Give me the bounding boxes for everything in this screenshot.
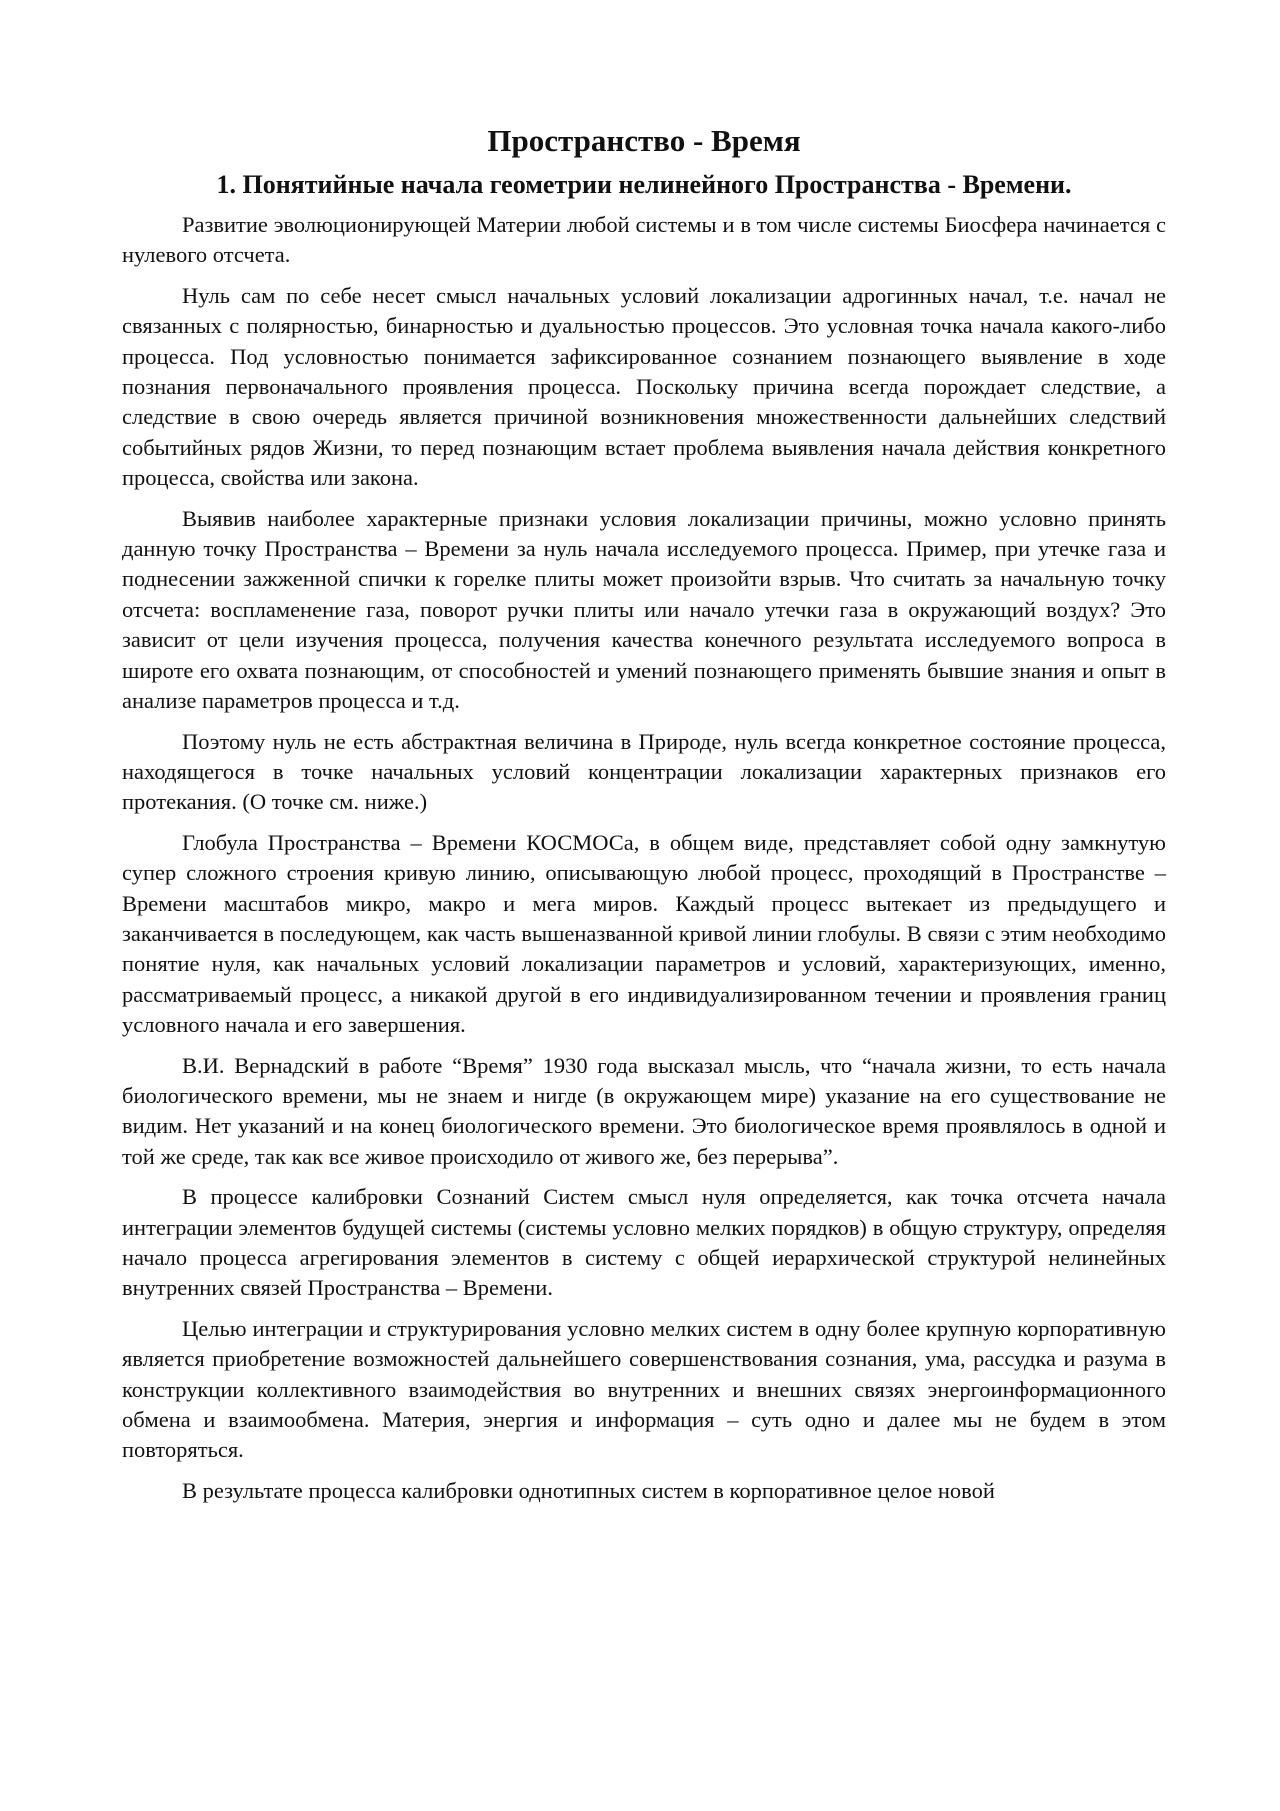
paragraph-7: В процессе калибровки Сознаний Систем смысл нуля определяется, как точка отсчета начала интеграции элементов будущей системы (системы условно мелких порядков) в общую структуру, определяя начало процесса агрегирования элементов в систему с общей иерархической структурой нелинейных внутренних связей Пространства – Времени. (122, 1184, 1166, 1301)
paragraph-1: Развитие эволюционирующей Материи любой системы и в том числе системы Биосфера начинается с нулевого отсчета. (122, 212, 1166, 268)
document-title: Пространство - Время (487, 123, 801, 158)
paragraph-3: Выявив наиболее характерные признаки условия локализации причины, можно условно принять данную точку Пространства – Времени за нуль начала исследуемого процесса. Пример, при утечке газа и поднесении зажженной спички к горелке плиты может произойти взрыв. Что считать за начальную точку отсчета: воспламенение газа, поворот ручки плиты или начало утечки газа в окружающий воздух? Это зависит от цели изучения процесса, получения качества конечного результата исследуемого вопроса в широте его охвата познающим, от способностей и умений познающего применять бывшие знания и опыт в анализе параметров процесса и т.д. (122, 505, 1166, 714)
paragraph-2: Нуль сам по себе несет смысл начальных условий локализации адрогинных начал, т.е. начал не связанных с полярностью, бинарностью и дуальностью процессов. Это условная точка начала какого-либо процесса. Под условностью понимается зафиксированное сознанием познающего выявление в ходе познания первоначального проявления процесса. Поскольку причина всегда порождает следствие, а следствие в свою очередь является причиной возникновения множественности дальнейших следствий событийных рядов Жизни, то перед познающим встает проблема выявления начала действия конкретного процесса, свойства или закона. (122, 282, 1166, 491)
section-title: 1. Понятийные начала геометрии нелинейного Пространства - Времени. (216, 170, 1072, 199)
paragraph-5: Глобула Пространства – Времени КОСМОСа, в общем виде, представляет собой одну замкнутую супер сложного строения кривую линию, описывающую любой процесс, проходящий в Пространстве – Времени масштабов микро, макро и мега миров. Каждый процесс вытекает из предыдущего и заканчивается в последующем, как часть вышеназванной кривой линии глобулы. В связи с этим необходимо понятие нуля, как начальных условий локализации параметров и условий, характеризующих, именно, рассматриваемый процесс, а никакой другой в его индивидуализированном течении и проявления границ условного начала и его завершения. (122, 829, 1166, 1038)
document-page (122, 122, 1166, 1516)
paragraph-9: В результате процесса калибровки однотипных систем в корпоративное целое новой (182, 1477, 995, 1503)
paragraph-4: Поэтому нуль не есть абстрактная величина в Природе, нуль всегда конкретное состояние процесса, находящегося в точке начальных условий концентрации локализации характерных признаков его протекания. (О точке см. ниже.) (122, 728, 1166, 815)
paragraph-6: В.И. Вернадский в работе “Время” 1930 года высказал мысль, что “начала жизни, то есть начала биологического времени, мы не знаем и нигде (в окружающем мире) указание на его существование не видим. Нет указаний и на конец биологического времени. Это биологическое время проявлялось в одной и той же среде, так как все живое происходило от живого же, без перерыва”. (122, 1052, 1166, 1169)
paragraph-8: Целью интеграции и структурирования условно мелких систем в одну более крупную корпоративную является приобретение возможностей дальнейшего совершенствования сознания, ума, рассудка и разума в конструкции коллективного взаимодействия во внутренних и внешних связях энергоинформационного обмена и взаимообмена. Материя, энергия и информация – суть одно и далее мы не будем в этом повторяться. (122, 1315, 1166, 1463)
